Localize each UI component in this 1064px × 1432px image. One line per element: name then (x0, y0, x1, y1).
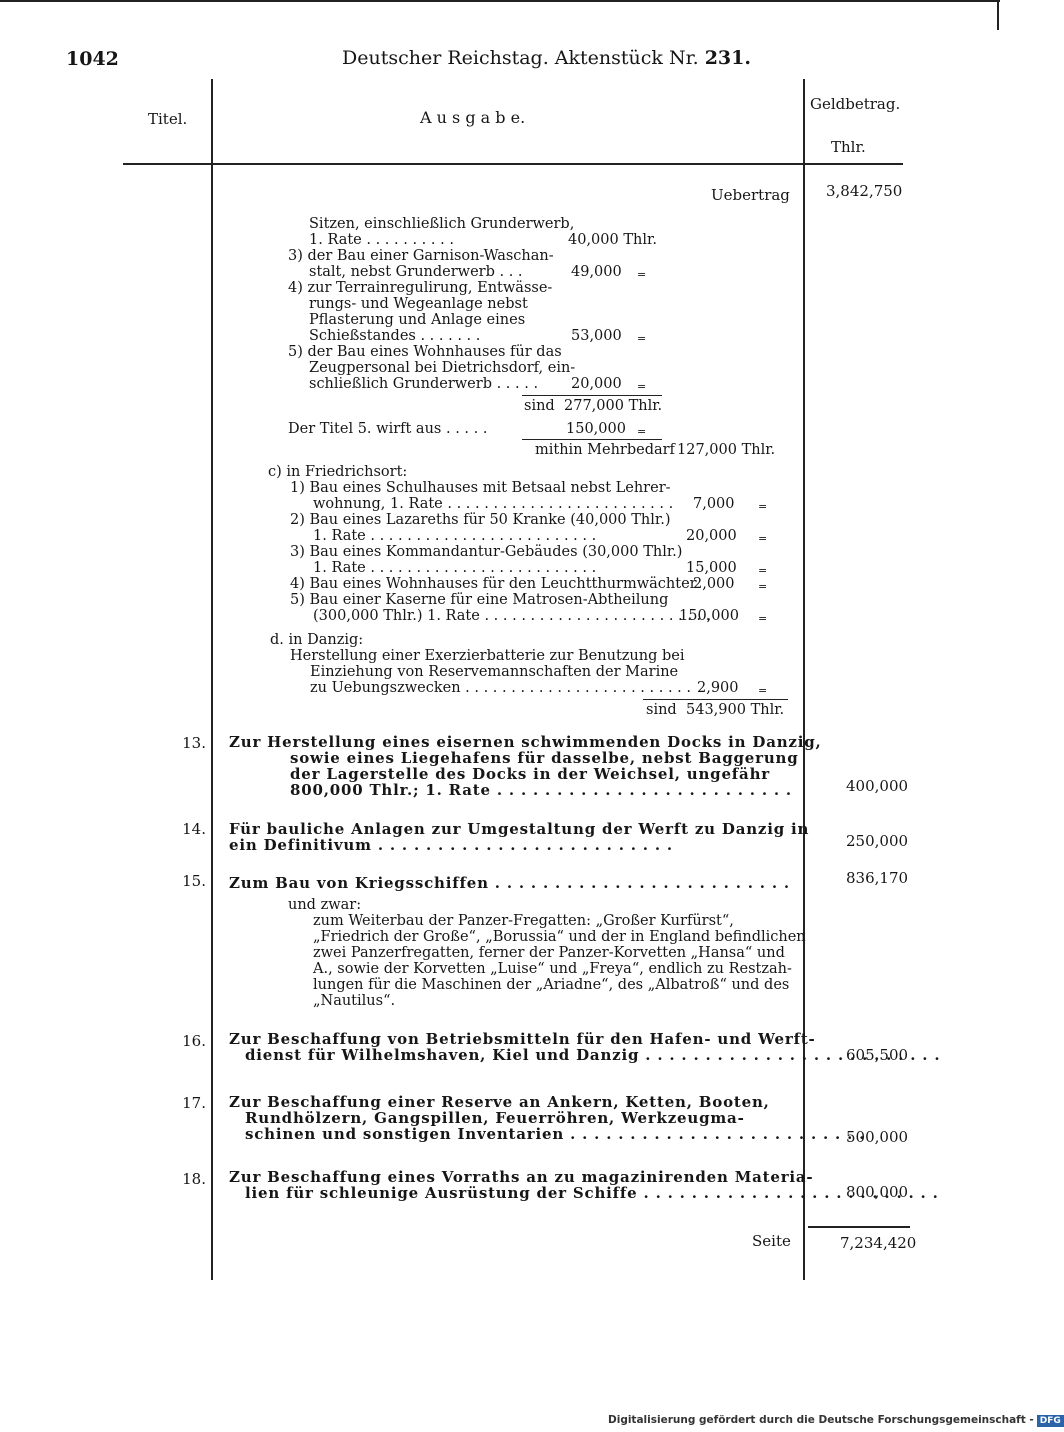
friedrichsort-line: 1) Bau eines Schulhauses mit Betsaal nebst Lehrer- (290, 480, 671, 496)
title-text-line: der Lagerstelle des Docks in der Weichsel, ungefähr (290, 765, 770, 783)
title-number: 16. (182, 1032, 206, 1050)
title-text-line: 800,000 Thlr.; 1. Rate . . . (290, 781, 786, 799)
title-note-line: „Friedrich der Große“, „Borussia“ und der in England befindlichen (313, 929, 806, 945)
ditto-mark: = (758, 532, 768, 545)
footer-text: Digitalisierung gefördert durch die Deutsche Forschungsgemeinschaft - (608, 1414, 1034, 1426)
kiel-line: stalt, nebst Grunderwerb . . . (309, 264, 523, 280)
ditto-mark: = (637, 332, 647, 345)
kiel-line: Pflasterung und Anlage eines (309, 312, 526, 328)
title-note-line: A., sowie der Korvetten „Luise“ und „Freya“, endlich zu Restzah- (313, 961, 792, 977)
kiel-line: schließlich Grunderwerb . . . . . (309, 376, 539, 392)
title-text-line: Für bauliche Anlagen zur Umgestaltung der Werft zu Danzig in (229, 820, 810, 838)
title-amount: 250,000 (846, 832, 909, 850)
total-label: Seite (752, 1232, 791, 1250)
running-title-text: Deutscher Reichstag. Aktenstück Nr. (342, 47, 699, 69)
ditto-mark: = (758, 500, 768, 513)
kiel-line: Zeugpersonal bei Dietrichsdorf, ein- (309, 360, 576, 376)
friedrichsort-amount: 20,000 (686, 528, 737, 544)
title-text-line: dienst für Wilhelmshaven, Kiel und Danzig . . . (245, 1046, 786, 1064)
danzig-line: Einziehung von Reservemannschaften der Marine (310, 664, 679, 680)
title-number: 15. (182, 872, 206, 890)
friedrichsort-amount: 2,000 (693, 576, 735, 592)
title-text-line: Rundhölzern, Gangspillen, Feuerröhren, Werkzeugma- (245, 1109, 745, 1127)
title-amount: 836,170 (846, 869, 909, 887)
ditto-mark: = (758, 580, 768, 593)
title-note-line: zum Weiterbau der Panzer-Fregatten: „Großer Kurfürst“, (313, 913, 734, 929)
title-text-line: sowie eines Liegehafens für dasselbe, nebst Baggerung (290, 749, 799, 767)
section-heading: c) in Friedrichsort: (268, 464, 408, 480)
kiel-subtotal-rule (522, 395, 662, 396)
title-note-line: zwei Panzerfregatten, ferner der Panzer-Korvetten „Hansa“ und (313, 945, 785, 961)
kiel-line: rungs- und Wegeanlage nebst (309, 296, 528, 312)
page-top-border (0, 0, 1000, 2)
title-amount: 500,000 (846, 1128, 909, 1146)
kiel-amount: 53,000 (571, 328, 622, 344)
page-number: 1042 (66, 48, 119, 70)
mehrbedarf-rule (522, 439, 662, 440)
friedrichsort-line: 2) Bau eines Lazareths für 50 Kranke (40,000 Thlr.) (290, 512, 671, 528)
title-text-line: Zur Beschaffung von Betriebsmitteln für den Hafen- und Werft- (229, 1030, 816, 1048)
friedrichsort-amount: 150,000 (679, 608, 739, 624)
friedrichsort-line: 1. Rate . . . (313, 561, 663, 577)
kiel-line: Schießstandes . . . . . . . (309, 328, 481, 344)
page-right-border (997, 0, 999, 30)
col-title-header: Titel. (148, 110, 188, 128)
col-expense-header: A u s g a b e. (420, 108, 526, 127)
danzig-line: Herstellung einer Exerzierbatterie zur Benutzung bei (290, 648, 685, 664)
title-number: 18. (182, 1170, 206, 1188)
amount-column-rule (803, 79, 805, 1280)
title-note-line: lungen für die Maschinen der „Ariadne“, des „Albatroß“ und des (313, 977, 790, 993)
friedrichsort-line: 1. Rate . . . (313, 529, 663, 545)
col-amount-header: Geldbetrag. (810, 95, 901, 113)
mehrbedarf-label: mithin Mehrbedarf (535, 442, 675, 458)
titel5-text: Der Titel 5. wirft aus . . . . . (288, 421, 488, 437)
title-amount: 605,500 (846, 1046, 909, 1064)
friedrichsort-amount: 15,000 (686, 560, 737, 576)
running-title (342, 47, 751, 69)
title-number: 17. (182, 1094, 206, 1112)
col-unit-header: Thlr. (831, 138, 866, 156)
ditto-mark: = (637, 425, 647, 438)
title-text-line: Zum Bau von Kriegsschiffen . . . (229, 874, 786, 892)
title-text-line: Zur Beschaffung eines Vorraths an zu magazinirenden Materia- (229, 1168, 814, 1186)
section-heading: d. in Danzig: (270, 632, 364, 648)
kiel-line: 5) der Bau eines Wohnhauses für das (288, 344, 562, 360)
friedrichsort-amount: 7,000 (693, 496, 735, 512)
ditto-mark: = (758, 612, 768, 625)
title-number: 14. (182, 820, 206, 838)
title-text-line: lien für schleunige Ausrüstung der Schiffe . . . (245, 1184, 786, 1202)
carry-value: 3,842,750 (826, 182, 903, 200)
kiel-amount: 49,000 (571, 264, 622, 280)
friedrichsort-line: 3) Bau eines Kommandantur-Gebäudes (30,000 Thlr.) (290, 544, 683, 560)
title-text-line: Zur Herstellung eines eisernen schwimmenden Docks in Danzig, (229, 733, 822, 751)
title-note-line: „Nautilus“. (313, 993, 396, 1009)
title-note-intro: und zwar: (288, 897, 362, 913)
danzig-sind-label: sind (646, 702, 677, 718)
header-rule (123, 163, 903, 165)
kiel-sind-label: sind (524, 398, 555, 414)
title-column-rule (211, 79, 213, 1280)
kiel-line: 3) der Bau einer Garnison-Waschan- (288, 248, 554, 264)
friedrichsort-line: 5) Bau einer Kaserne für eine Matrosen-Abtheilung (290, 592, 669, 608)
kiel-sind-value: 277,000 Thlr. (564, 398, 663, 414)
ditto-mark: = (758, 564, 768, 577)
ditto-mark: = (637, 268, 647, 281)
footer-credit (608, 1414, 1064, 1427)
titel5-value: 150,000 (566, 421, 626, 437)
title-text-line: schinen und sonstigen Inventarien . . . (245, 1125, 786, 1143)
danzig-amount: 2,900 (697, 680, 739, 696)
title-number: 13. (182, 734, 206, 752)
kiel-line: 1. Rate . . . . . . . . . . (309, 232, 454, 248)
danzig-subtotal-rule (643, 699, 788, 700)
mehrbedarf-value: 127,000 Thlr. (677, 442, 776, 458)
title-text-line: ein Definitivum . . . (229, 836, 786, 854)
danzig-sind-value: 543,900 Thlr. (686, 702, 785, 718)
title-amount: 400,000 (846, 777, 909, 795)
friedrichsort-line: 4) Bau eines Wohnhauses für den Leuchtthurmwächter (290, 576, 697, 592)
kiel-amount: 20,000 (571, 376, 622, 392)
kiel-line: 4) zur Terrainregulirung, Entwässe- (288, 280, 553, 296)
kiel-line: Sitzen, einschließlich Grunderwerb, (309, 216, 575, 232)
title-amount: 800,000 (846, 1183, 909, 1201)
title-text-line: Zur Beschaffung einer Reserve an Ankern, Ketten, Booten, (229, 1093, 770, 1111)
ditto-mark: = (637, 380, 647, 393)
document-number: 231. (704, 47, 751, 69)
carry-label: Uebertrag (711, 186, 790, 204)
danzig-line: zu Uebungszwecken . . . (310, 681, 665, 697)
kiel-amount: 40,000 Thlr. (568, 232, 657, 248)
ditto-mark: = (758, 684, 768, 697)
friedrichsort-line: (300,000 Thlr.) 1. Rate . . . (313, 609, 663, 625)
dfg-logo: DFG (1037, 1415, 1064, 1427)
total-value: 7,234,420 (840, 1234, 917, 1252)
friedrichsort-line: wohnung, 1. Rate . . . (313, 497, 663, 513)
total-rule (808, 1226, 910, 1228)
